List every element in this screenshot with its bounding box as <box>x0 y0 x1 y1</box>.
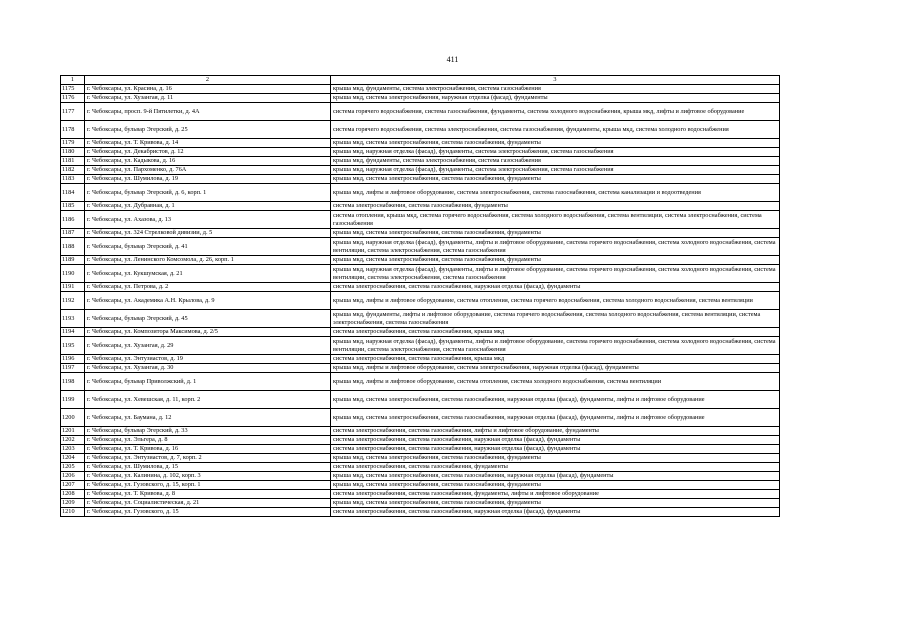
row-number-cell: 1190 <box>61 265 85 283</box>
row-number-cell: 1178 <box>61 121 85 139</box>
row-number-cell: 1210 <box>61 508 85 517</box>
row-number-cell: 1187 <box>61 229 85 238</box>
row-number-cell: 1182 <box>61 166 85 175</box>
address-cell: г. Чебоксары, ул. Гузовского, д. 15, корп. 1 <box>85 481 331 490</box>
address-cell: г. Чебоксары, ул. Т. Кривова, д. 8 <box>85 490 331 499</box>
address-cell: г. Чебоксары, ул. Энтузиастов, д. 7, корп. 2 <box>85 454 331 463</box>
row-number-cell: 1200 <box>61 409 85 427</box>
address-cell: г. Чебоксары, ул. Кукшумская, д. 21 <box>85 265 331 283</box>
table-row <box>61 166 780 175</box>
table-row <box>61 409 780 427</box>
works-cell: крыша мкд, лифты и лифтовое оборудование, система отопления, система холодного водоснабжения, система вентиляции <box>331 373 780 391</box>
works-cell: крыша мкд, система электроснабжения, система газоснабжения, наружная отделка (фасад), фундаменты <box>331 472 780 481</box>
works-cell: система электроснабжения, система газоснабжения, крыша мкд <box>331 355 780 364</box>
table-row <box>61 103 780 121</box>
row-number-cell: 1186 <box>61 211 85 229</box>
address-cell: г. Чебоксары, ул. Энтузиастов, д. 19 <box>85 355 331 364</box>
table-body <box>61 85 780 517</box>
row-number-cell: 1202 <box>61 436 85 445</box>
works-cell: крыша мкд, фундаменты, система электроснабжения, система газоснабжения <box>331 85 780 94</box>
works-cell: крыша мкд, система электроснабжения, система газоснабжения, фундаменты <box>331 175 780 184</box>
works-cell: крыша мкд, наружная отделка (фасад), фундаменты, система электроснабжения, система газоснабжения <box>331 148 780 157</box>
row-number-cell: 1196 <box>61 355 85 364</box>
table-row <box>61 310 780 328</box>
row-number-cell: 1177 <box>61 103 85 121</box>
row-number-cell: 1185 <box>61 202 85 211</box>
works-cell: крыша мкд, фундаменты, система электроснабжения, система газоснабжения <box>331 157 780 166</box>
table-row <box>61 94 780 103</box>
table-row <box>61 238 780 256</box>
works-cell: крыша мкд, лифты и лифтовое оборудование, система электроснабжения, наружная отделка (фасад), фундаменты <box>331 364 780 373</box>
row-number-cell: 1183 <box>61 175 85 184</box>
table-row <box>61 283 780 292</box>
table-row <box>61 373 780 391</box>
address-cell: г. Чебоксары, ул. Пархоменко, д. 76А <box>85 166 331 175</box>
works-cell: система электроснабжения, система газоснабжения, фундаменты, лифты и лифтовое оборудование <box>331 490 780 499</box>
works-cell: система электроснабжения, система газоснабжения, наружная отделка (фасад), фундаменты <box>331 508 780 517</box>
works-cell: крыша мкд, наружная отделка (фасад), фундаменты, лифты и лифтовое оборудование, система горячего водоснабжения, система холодного водоснабжения, система вентиляции, система электроснабжения, система газоснабжения <box>331 265 780 283</box>
row-number-cell: 1193 <box>61 310 85 328</box>
address-cell: г. Чебоксары, бульвар Приволжский, д. 1 <box>85 373 331 391</box>
table-row <box>61 472 780 481</box>
address-cell: г. Чебоксары, ул. Социалистическая, д. 21 <box>85 499 331 508</box>
address-cell: г. Чебоксары, ул. Хузангая, д. 11 <box>85 94 331 103</box>
header-col-2: 2 <box>85 76 331 85</box>
works-cell: система горячего водоснабжения, система электроснабжения, система газоснабжения, фундаменты, крыша мкд, система холодного водоснабжения <box>331 121 780 139</box>
address-cell: г. Чебоксары, бульвар Эгерский, д. 41 <box>85 238 331 256</box>
works-cell: крыша мкд, система электроснабжения, система газоснабжения, наружная отделка (фасад), фундаменты, лифты и лифтовое оборудование <box>331 409 780 427</box>
row-number-cell: 1192 <box>61 292 85 310</box>
address-cell: г. Чебоксары, ул. Ленинского Комсомола, д. 26, корп. 1 <box>85 256 331 265</box>
address-cell: г. Чебоксары, ул. Академика А.Н. Крылова, д. 9 <box>85 292 331 310</box>
table-row <box>61 211 780 229</box>
works-cell: крыша мкд, наружная отделка (фасад), фундаменты, лифты и лифтовое оборудование, система горячего водоснабжения, система холодного водоснабжения, система вентиляции, система электроснабжения, система газоснабжения <box>331 337 780 355</box>
works-cell: крыша мкд, система электроснабжения, система газоснабжения, фундаменты <box>331 499 780 508</box>
table-row <box>61 157 780 166</box>
table-row <box>61 175 780 184</box>
works-cell: крыша мкд, система электроснабжения, система газоснабжения, фундаменты <box>331 256 780 265</box>
address-cell: г. Чебоксары, ул. Кадыкова, д. 16 <box>85 157 331 166</box>
address-cell: г. Чебоксары, просп. 9-й Пятилетки, д. 4А <box>85 103 331 121</box>
works-cell: крыша мкд, лифты и лифтовое оборудование, система электроснабжения, система газоснабжения, система канализации и водоотведения <box>331 184 780 202</box>
page-number: 411 <box>446 55 459 64</box>
works-cell: крыша мкд, наружная отделка (фасад), фундаменты, система электроснабжения, система газоснабжения <box>331 166 780 175</box>
works-cell: крыша мкд, система электроснабжения, система газоснабжения, фундаменты <box>331 454 780 463</box>
row-number-cell: 1175 <box>61 85 85 94</box>
works-cell: крыша мкд, фундаменты, лифты и лифтовое оборудование, система горячего водоснабжения, система холодного водоснабжения, система вентиляции, система электроснабжения, система газоснабжения <box>331 310 780 328</box>
table-row <box>61 445 780 454</box>
address-cell: г. Чебоксары, ул. Гузовского, д. 15 <box>85 508 331 517</box>
row-number-cell: 1209 <box>61 499 85 508</box>
works-cell: крыша мкд, система электроснабжения, система газоснабжения, фундаменты <box>331 481 780 490</box>
address-cell: г. Чебоксары, бульвар Эгерский, д. 45 <box>85 310 331 328</box>
address-cell: г. Чебоксары, ул. Декабристов, д. 12 <box>85 148 331 157</box>
row-number-cell: 1179 <box>61 139 85 148</box>
works-cell: система электроснабжения, система газоснабжения, фундаменты <box>331 202 780 211</box>
works-cell: крыша мкд, лифты и лифтовое оборудование, система отопления, система горячего водоснабжения, система холодного водоснабжения, система вентиляции <box>331 292 780 310</box>
table-row <box>61 391 780 409</box>
address-cell: г. Чебоксары, ул. Т. Кривова, д. 16 <box>85 445 331 454</box>
address-cell: г. Чебоксары, ул. Шумилова, д. 15 <box>85 463 331 472</box>
works-cell: система электроснабжения, система газоснабжения, наружная отделка (фасад), фундаменты <box>331 436 780 445</box>
address-cell: г. Чебоксары, ул. Красина, д. 16 <box>85 85 331 94</box>
row-number-cell: 1184 <box>61 184 85 202</box>
address-cell: г. Чебоксары, бульвар Эгерский, д. 6, корп. 1 <box>85 184 331 202</box>
table-row <box>61 202 780 211</box>
row-number-cell: 1191 <box>61 283 85 292</box>
table-row <box>61 328 780 337</box>
header-col-1: 1 <box>61 76 85 85</box>
row-number-cell: 1207 <box>61 481 85 490</box>
table-row <box>61 508 780 517</box>
table-row <box>61 265 780 283</box>
address-cell: г. Чебоксары, ул. Хевешская, д. 11, корп. 2 <box>85 391 331 409</box>
row-number-cell: 1203 <box>61 445 85 454</box>
row-number-cell: 1208 <box>61 490 85 499</box>
table-row <box>61 499 780 508</box>
works-cell: система электроснабжения, система газоснабжения, крыша мкд <box>331 328 780 337</box>
works-cell: система горячего водоснабжения, система газоснабжения, фундаменты, система холодного водоснабжения, крыша мкд, лифты и лифтовое оборудование <box>331 103 780 121</box>
works-cell: крыша мкд, система электроснабжения, наружная отделка (фасад), фундаменты <box>331 94 780 103</box>
row-number-cell: 1205 <box>61 463 85 472</box>
row-number-cell: 1189 <box>61 256 85 265</box>
table-row <box>61 436 780 445</box>
row-number-cell: 1194 <box>61 328 85 337</box>
row-number-cell: 1206 <box>61 472 85 481</box>
address-cell: г. Чебоксары, ул. Т. Кривова, д. 14 <box>85 139 331 148</box>
table-row <box>61 184 780 202</box>
header-col-3: 3 <box>331 76 780 85</box>
works-cell: крыша мкд, система электроснабжения, система газоснабжения, наружная отделка (фасад), фундаменты, лифты и лифтовое оборудование <box>331 391 780 409</box>
table-row <box>61 481 780 490</box>
address-cell: г. Чебоксары, ул. 324 Стрелковой дивизии, д. 5 <box>85 229 331 238</box>
table-row <box>61 463 780 472</box>
address-cell: г. Чебоксары, бульвар Эгерский, д. 33 <box>85 427 331 436</box>
row-number-cell: 1199 <box>61 391 85 409</box>
address-cell: г. Чебоксары, ул. Ахазова, д. 13 <box>85 211 331 229</box>
address-cell: г. Чебоксары, ул. Калинина, д. 102, корп. 3 <box>85 472 331 481</box>
table-row <box>61 256 780 265</box>
row-number-cell: 1195 <box>61 337 85 355</box>
works-cell: крыша мкд, система электроснабжения, система газоснабжения, фундаменты <box>331 229 780 238</box>
address-cell: г. Чебоксары, ул. Композитора Максимова, д. 2/5 <box>85 328 331 337</box>
works-cell: крыша мкд, наружная отделка (фасад), фундаменты, лифты и лифтовое оборудование, система горячего водоснабжения, система холодного водоснабжения, система вентиляции, система электроснабжения, система газоснабжения <box>331 238 780 256</box>
works-cell: система электроснабжения, система газоснабжения, фундаменты <box>331 463 780 472</box>
row-number-cell: 1198 <box>61 373 85 391</box>
address-cell: г. Чебоксары, ул. Хузангая, д. 30 <box>85 364 331 373</box>
row-number-cell: 1204 <box>61 454 85 463</box>
works-cell: система отопления, крыша мкд, система горячего водоснабжения, система холодного водоснабжения, система вентиляции, система электроснабжения, система газоснабжения <box>331 211 780 229</box>
table-row <box>61 355 780 364</box>
table-header-row <box>61 76 780 85</box>
row-number-cell: 1197 <box>61 364 85 373</box>
row-number-cell: 1176 <box>61 94 85 103</box>
works-cell: крыша мкд, система электроснабжения, система газоснабжения, фундаменты <box>331 139 780 148</box>
table-row <box>61 148 780 157</box>
works-cell: система электроснабжения, система газоснабжения, наружная отделка (фасад), фундаменты <box>331 283 780 292</box>
table-row <box>61 229 780 238</box>
row-number-cell: 1180 <box>61 148 85 157</box>
works-cell: система электроснабжения, система газоснабжения, лифты и лифтовое оборудование, фундаменты <box>331 427 780 436</box>
address-cell: г. Чебоксары, ул. Баумана, д. 12 <box>85 409 331 427</box>
table-row <box>61 427 780 436</box>
address-cell: г. Чебоксары, ул. Эльгера, д. 8 <box>85 436 331 445</box>
table-row <box>61 121 780 139</box>
table-row <box>61 364 780 373</box>
address-cell: г. Чебоксары, ул. Хузангая, д. 29 <box>85 337 331 355</box>
address-cell: г. Чебоксары, бульвар Эгерский, д. 25 <box>85 121 331 139</box>
table-row <box>61 85 780 94</box>
row-number-cell: 1181 <box>61 157 85 166</box>
table-row <box>61 292 780 310</box>
table-row <box>61 337 780 355</box>
address-cell: г. Чебоксары, ул. Петрова, д. 2 <box>85 283 331 292</box>
row-number-cell: 1201 <box>61 427 85 436</box>
works-table <box>60 75 780 517</box>
address-cell: г. Чебоксары, ул. Шумилова, д. 19 <box>85 175 331 184</box>
table-row <box>61 454 780 463</box>
address-cell: г. Чебоксары, ул. Дубравная, д. 1 <box>85 202 331 211</box>
table-row <box>61 139 780 148</box>
row-number-cell: 1188 <box>61 238 85 256</box>
works-cell: система электроснабжения, система газоснабжения, наружная отделка (фасад), фундаменты <box>331 445 780 454</box>
table-row <box>61 490 780 499</box>
